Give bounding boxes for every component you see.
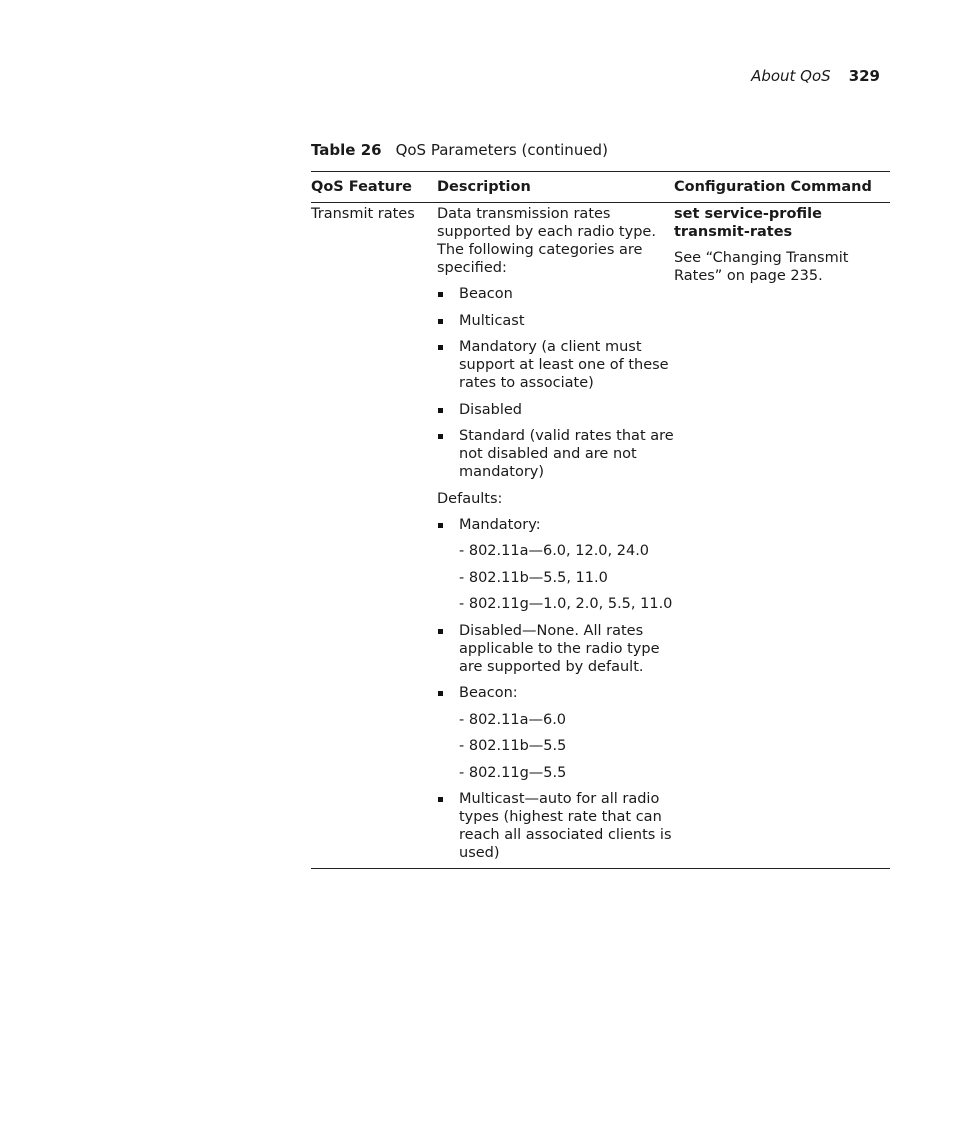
bullet-icon (438, 345, 443, 350)
defaults-label: Defaults: (437, 490, 503, 507)
bullet-icon (438, 797, 443, 802)
list-item: Multicast (437, 312, 674, 330)
sub-item: - 802.11a—6.0, 12.0, 24.0 (459, 543, 650, 559)
list-item: Disabled (437, 401, 674, 419)
list-item: Standard (valid rates that are not disabled and are not mandatory) (437, 427, 674, 481)
table-header-row (311, 172, 890, 203)
table-caption (311, 140, 608, 160)
page-header (751, 66, 880, 86)
table-row (311, 203, 890, 868)
column-header-description: Description (437, 179, 531, 195)
sub-item: - 802.11a—6.0 (459, 711, 567, 728)
page-number: 329 (848, 67, 880, 85)
bullet-icon (438, 292, 443, 297)
sub-item: - 802.11g—1.0, 2.0, 5.5, 11.0 (459, 596, 673, 612)
bullet-icon (438, 408, 443, 413)
feature-cell: Transmit rates (311, 206, 415, 222)
list-item: Disabled—None. All rates applicable to the radio type are supported by default. (437, 622, 674, 676)
list-item: Mandatory (a client must support at least one of these rates to associate) (437, 338, 674, 392)
table-title: QoS Parameters (continued) (395, 141, 608, 159)
list-item: Beacon: (437, 684, 674, 702)
qos-parameters-table (311, 171, 890, 869)
bullet-icon (438, 629, 443, 634)
list-item: Mandatory: (437, 516, 674, 534)
list-item: Multicast—auto for all radio types (highest rate that can reach all associated clients is used) (437, 790, 674, 862)
bullet-icon (438, 523, 443, 528)
description-cell (437, 205, 674, 862)
list-item: Beacon (437, 285, 674, 303)
see-also-reference: See “Changing Transmit Rates” on page 235. (674, 250, 849, 284)
sub-item: - 802.11b—5.5, 11.0 (459, 569, 608, 586)
column-header-configuration-command: Configuration Command (674, 179, 872, 195)
command-name: set service-profile transmit-rates (674, 206, 822, 240)
column-header-qos-feature: QoS Feature (311, 179, 412, 195)
running-header-section: About QoS (751, 67, 831, 85)
bullet-icon (438, 434, 443, 439)
bullet-icon (438, 691, 443, 696)
description-intro: Data transmission rates supported by each radio type. The following categories are specified: (437, 206, 656, 276)
table-number: Table 26 (311, 141, 382, 159)
command-cell (674, 205, 890, 862)
sub-item: - 802.11b—5.5 (459, 738, 567, 754)
bullet-icon (438, 319, 443, 324)
sub-item: - 802.11g—5.5 (459, 764, 567, 781)
